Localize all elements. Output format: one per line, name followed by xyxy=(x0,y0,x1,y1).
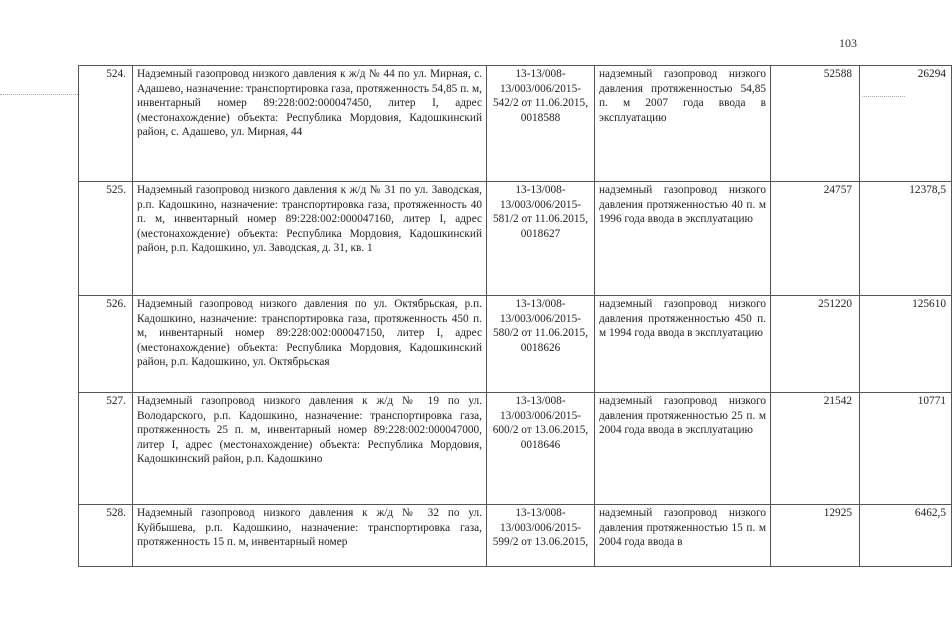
value-2: 6462,5 xyxy=(860,505,952,567)
value-2: 125610 xyxy=(860,296,952,393)
registration-record: 13-13/008-13/003/006/2015-580/2 от 11.06.2015, 0018626 xyxy=(487,296,595,393)
page-number: 103 xyxy=(839,36,857,50)
value-1: 24757 xyxy=(771,182,860,296)
value-2: 12378,5 xyxy=(860,182,952,296)
row-number: 526. xyxy=(79,296,133,393)
value-1: 12925 xyxy=(771,505,860,567)
object-description: Надземный газопровод низкого давления к ж/д № 44 по ул. Мирная, с. Адашево, назначение: транспортировка газа, протяженность 54,85 п. м, инвентарный номер 89:228:002:000047450, литер I, адрес (местонахождение) объекта: Республика Мордовия, Кадошкинский район, с. Адашево, ул. Мирная, 44 xyxy=(133,66,487,182)
registration-record: 13-13/008-13/003/006/2015-581/2 от 11.06.2015, 0018627 xyxy=(487,182,595,296)
object-description: Надземный газопровод низкого давления к ж/д № 32 по ул. Куйбышева, р.п. Кадошкино, назначение: транспортировка газа, протяженность 15 п. м, инвентарный номер xyxy=(133,505,487,567)
object-characteristics: надземный газопровод низкого давления протяженностью 15 п. м 2004 года ввода в xyxy=(595,505,771,567)
object-characteristics: надземный газопровод низкого давления протяженностью 25 п. м 2004 года ввода в эксплуатацию xyxy=(595,393,771,505)
value-1: 21542 xyxy=(771,393,860,505)
value-2: 26294 xyxy=(860,66,952,182)
table-row xyxy=(79,505,952,567)
row-number: 525. xyxy=(79,182,133,296)
object-characteristics: надземный газопровод низкого давления протяженностью 450 п. м 1994 года ввода в эксплуатацию xyxy=(595,296,771,393)
row-number: 528. xyxy=(79,505,133,567)
row-number: 527. xyxy=(79,393,133,505)
object-description: Надземный газопровод низкого давления по ул. Октябрьская, р.п. Кадошкино, назначение: транспортировка газа, протяженность 450 п. м, инвентарный номер 89:228:002:000047150, литер I, адрес (местонахождение) объекта: Республика Мордовия, Кадошкинский район, р.п. Кадошкино, ул. Октябрьская xyxy=(133,296,487,393)
table-row xyxy=(79,182,952,296)
registration-record: 13-13/008-13/003/006/2015-542/2 от 11.06.2015, 0018588 xyxy=(487,66,595,182)
object-description: Надземный газопровод низкого давления к ж/д № 19 по ул. Володарского, р.п. Кадошкино, назначение: транспортировка газа, протяженность 25 п. м, инвентарный номер 89:228:002:000047000, литер I, адрес (местонахождение) объекта: Республика Мордовия, Кадошкинский район, р.п. Кадошкино xyxy=(133,393,487,505)
value-2: 10771 xyxy=(860,393,952,505)
object-description: Надземный газопровод низкого давления к ж/д № 31 по ул. Заводская, р.п. Кадошкино, назначение: транспортировка газа, протяженность 40 п. м, инвентарный номер 89:228:002:000047160, литер I, адрес (местонахождение) объекта: Республика Мордовия, Кадошкинский район, р.п. Кадошкино, ул. Заводская, д. 31, кв. 1 xyxy=(133,182,487,296)
table-row xyxy=(79,66,952,182)
object-characteristics: надземный газопровод низкого давления протяженностью 54,85 п. м 2007 года ввода в эксплуатацию xyxy=(595,66,771,182)
registration-record: 13-13/008-13/003/006/2015-600/2 от 13.06.2015, 0018646 xyxy=(487,393,595,505)
value-1: 52588 xyxy=(771,66,860,182)
registry-table xyxy=(78,65,952,567)
table-row xyxy=(79,296,952,393)
scan-margin-dots xyxy=(0,94,78,96)
row-number: 524. xyxy=(79,66,133,182)
table-row xyxy=(79,393,952,505)
registration-record: 13-13/008-13/003/006/2015-599/2 от 13.06.2015, xyxy=(487,505,595,567)
value-1: 251220 xyxy=(771,296,860,393)
object-characteristics: надземный газопровод низкого давления протяженностью 40 п. м 1996 года ввода в эксплуатацию xyxy=(595,182,771,296)
